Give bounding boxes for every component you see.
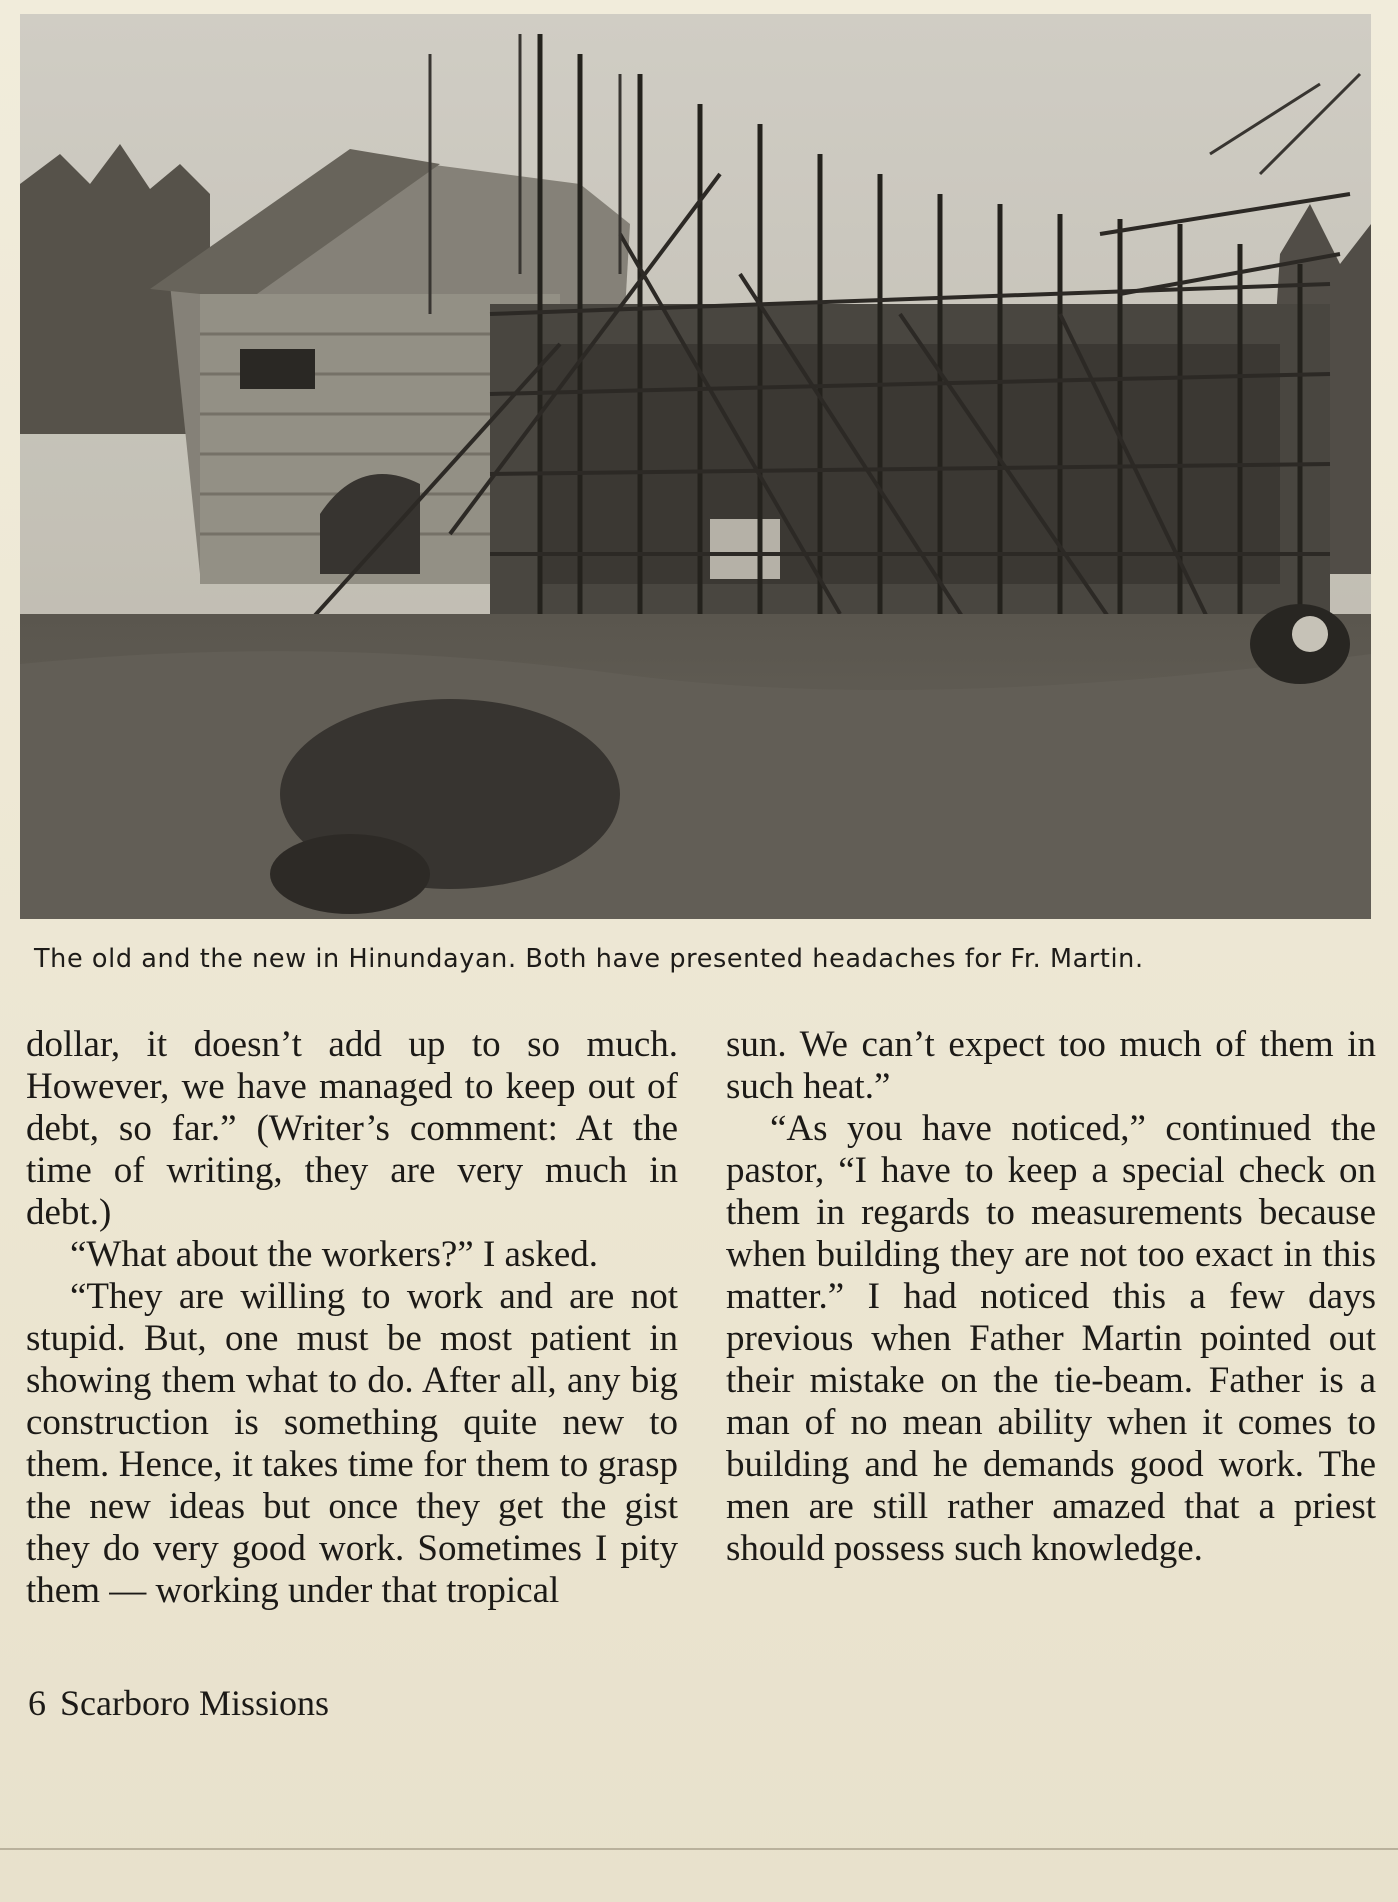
- publication-name: Scarboro Missions: [60, 1683, 329, 1723]
- page-footer: [28, 1682, 329, 1724]
- paragraph: “What about the workers?” I asked.: [70, 1234, 599, 1275]
- paragraph: sun. We can’t expect too much of them in such heat.”: [726, 1024, 1376, 1107]
- paragraph: “They are willing to work and are not stupid. But, one must be most patient in showing them what to do. After all, any big construction is something quite new to them. Hence, it takes time for them to grasp the new ideas but once they get the gist they do very good work. Sometimes I pity them — working under that tropical: [26, 1276, 678, 1611]
- article-column-left: [26, 1024, 678, 1612]
- page-number: 6: [28, 1683, 46, 1723]
- page-bottom-rule: [0, 1848, 1398, 1850]
- article-column-right: [726, 1024, 1376, 1570]
- paragraph: “As you have noticed,” continued the pastor, “I have to keep a special check on them in regards to measurements because when building they are not too exact in this matter.” I had noticed this a few days previous when Father Martin pointed out their mistake on the tie-beam. Father is a man of no mean ability when it comes to building and he demands good work. The men are still rather amazed that a priest should possess such knowledge.: [726, 1108, 1376, 1569]
- construction-photo: [20, 14, 1371, 919]
- paragraph: dollar, it doesn’t add up to so much. However, we have managed to keep out of debt, so far.” (Writer’s comment: At the time of writing, they are very much in debt.): [26, 1024, 678, 1233]
- photo-illustration: [20, 14, 1371, 919]
- photo-caption: The old and the new in Hinundayan. Both have presented headaches for Fr. Martin.: [34, 944, 1144, 974]
